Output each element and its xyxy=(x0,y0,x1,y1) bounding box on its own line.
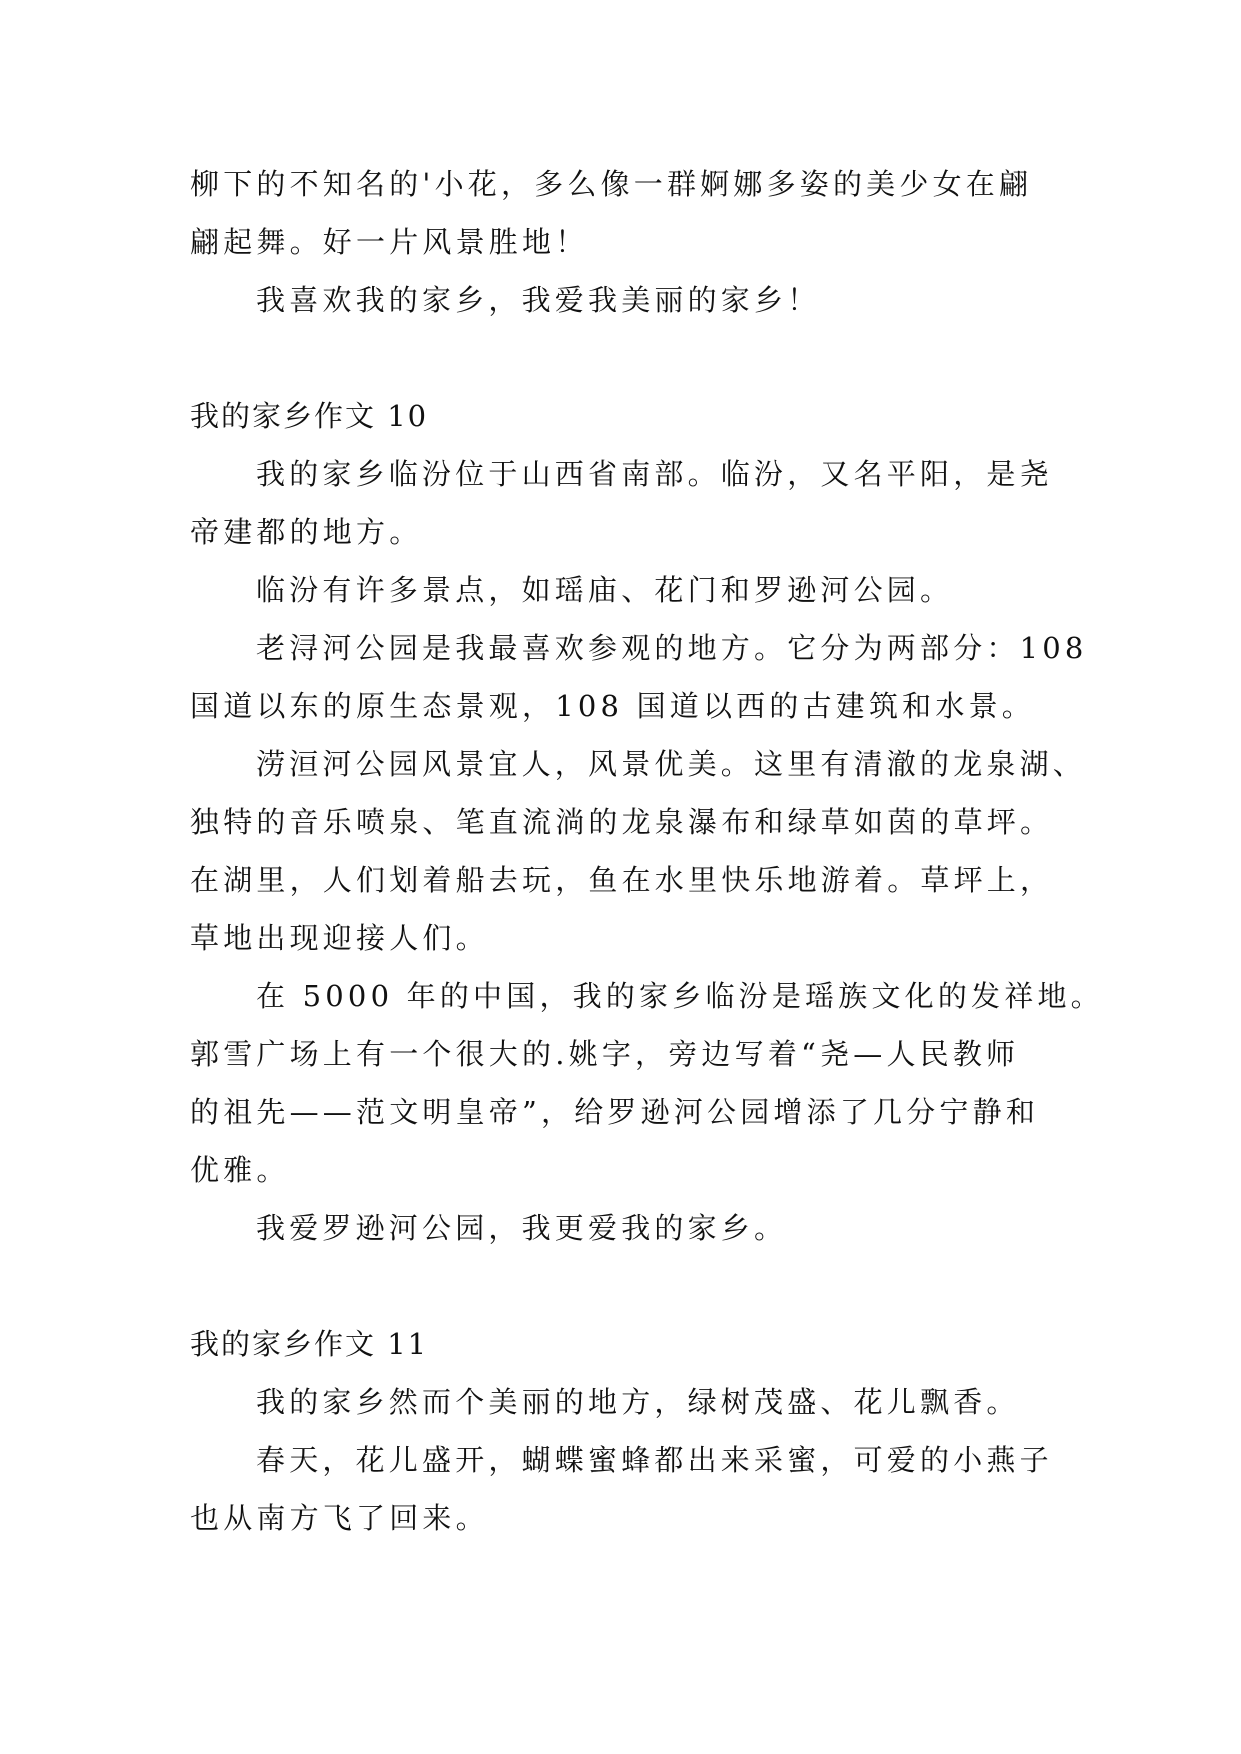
paragraph-line: 优雅。 xyxy=(190,1153,290,1187)
paragraph-line: 草地出现迎接人们。 xyxy=(190,921,489,955)
section-heading-10: 我的家乡作文 10 xyxy=(190,399,429,433)
paragraph-line: 帝建都的地方。 xyxy=(190,515,423,549)
section-spacer xyxy=(190,329,1060,387)
paragraph-line: 国道以东的原生态景观，108 国道以西的古建筑和水景。 xyxy=(190,689,1035,723)
paragraph-line: 独特的音乐喷泉、笔直流淌的龙泉瀑布和绿草如茵的草坪。 xyxy=(190,805,1054,839)
paragraph-line: 春天，花儿盛开，蝴蝶蜜蜂都出来采蜜，可爱的小燕子 xyxy=(256,1443,1053,1477)
paragraph-line: 老浔河公园是我最喜欢参观的地方。它分为两部分：108 xyxy=(256,631,1088,665)
paragraph-line: 我爱罗逊河公园，我更爱我的家乡。 xyxy=(256,1211,788,1245)
paragraph-line: 涝洹河公园风景宜人，风景优美。这里有清澈的龙泉湖、 xyxy=(256,747,1087,781)
section-spacer xyxy=(190,1257,1060,1315)
paragraph-line: 在 5000 年的中国，我的家乡临汾是瑶族文化的发祥地。 xyxy=(256,979,1104,1013)
paragraph-line: 翩起舞。好一片风景胜地！ xyxy=(190,225,589,259)
paragraph-line: 柳下的不知名的'小花，多么像一群婀娜多姿的美少女在翩 xyxy=(190,167,1033,201)
section-heading-11: 我的家乡作文 11 xyxy=(190,1327,429,1361)
paragraph-line: 的祖先——范文明皇帝”，给罗逊河公园增添了几分宁静和 xyxy=(190,1095,1040,1129)
document-page xyxy=(190,155,1104,1547)
paragraph-line: 在湖里，人们划着船去玩，鱼在水里快乐地游着。草坪上， xyxy=(190,863,1054,897)
paragraph-line: 我的家乡临汾位于山西省南部。临汾，又名平阳，是尧 xyxy=(256,457,1053,491)
paragraph-line: 郭雪广场上有一个很大的.姚字，旁边写着“尧—人民教师 xyxy=(190,1037,1020,1071)
paragraph-line: 也从南方飞了回来。 xyxy=(190,1501,489,1535)
paragraph-line: 我的家乡然而个美丽的地方，绿树茂盛、花儿飘香。 xyxy=(256,1385,1020,1419)
paragraph-line: 我喜欢我的家乡，我爱我美丽的家乡！ xyxy=(256,283,821,317)
paragraph-line: 临汾有许多景点，如瑶庙、花门和罗逊河公园。 xyxy=(256,573,954,607)
